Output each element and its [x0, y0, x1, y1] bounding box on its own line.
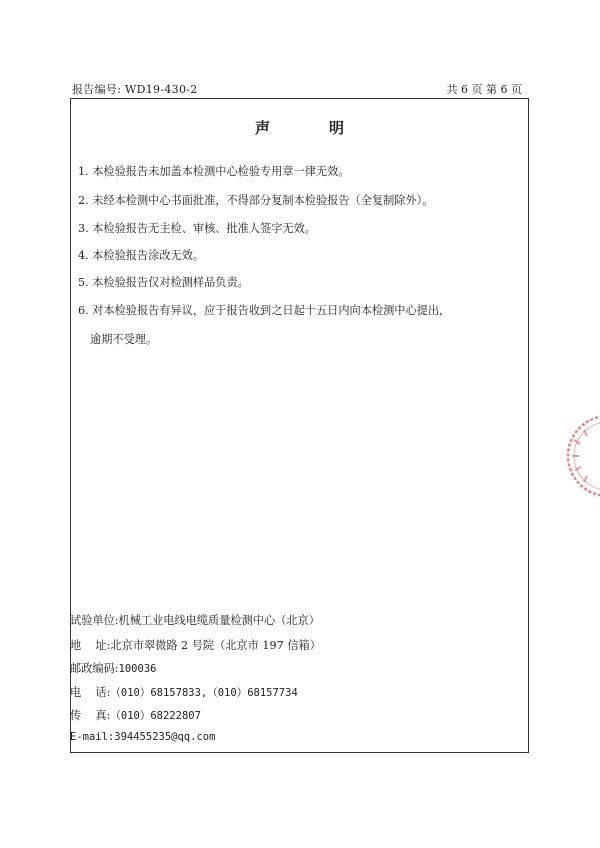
report-number: 报告编号: WD19-430-2	[72, 83, 198, 96]
fax-label: 传 真:	[70, 709, 111, 722]
declaration-item-6-continued: 逾期不受理。	[90, 333, 158, 346]
phone-value: （010）68157833,（010）68157734	[110, 687, 298, 699]
contact-email	[70, 730, 215, 743]
declaration-title	[0, 117, 600, 138]
declaration-item-3: 3. 本检验报告无主检、审核、批准人签字无效。	[78, 222, 316, 235]
address-value: 北京市翠微路 2 号院（北京市 197 信箱）	[110, 639, 321, 652]
contact-fax	[70, 707, 201, 723]
declaration-item-4: 4. 本检验报告涂改无效。	[78, 249, 205, 262]
seal-stamp-partial	[560, 410, 600, 502]
email-value: 394455235@qq.com	[114, 731, 216, 743]
phone-label: 电 话:	[70, 686, 111, 699]
address-label: 地 址:	[70, 639, 111, 652]
page-indicator: 共 6 页 第 6 页	[446, 83, 522, 96]
unit-label: 试验单位:	[70, 614, 119, 627]
declaration-item-2: 2. 未经本检测中心书面批准，不得部分复制本检验报告（全复制除外）。	[78, 194, 434, 207]
postcode-value: 100036	[118, 663, 157, 675]
declaration-item-1: 1. 本检验报告未加盖本检测中心检验专用章一律无效。	[78, 165, 350, 178]
contact-address	[70, 637, 321, 653]
fax-value: （010）68222807	[110, 710, 201, 722]
email-label: E-mail:	[70, 731, 115, 743]
contact-phone	[70, 684, 298, 700]
title-char-right: 明	[329, 119, 346, 137]
declaration-item-5: 5. 本检验报告仅对检测样品负责。	[78, 276, 249, 289]
contact-postcode	[70, 660, 156, 676]
declaration-item-6: 6. 对本检验报告有异议，应于报告收到之日起十五日内向本检测中心提出，	[78, 304, 451, 317]
contact-unit	[70, 612, 320, 628]
title-char-left: 声	[254, 119, 271, 137]
unit-value: 机械工业电线电缆质量检测中心（北京）	[118, 614, 320, 627]
postcode-label: 邮政编码:	[70, 662, 119, 675]
